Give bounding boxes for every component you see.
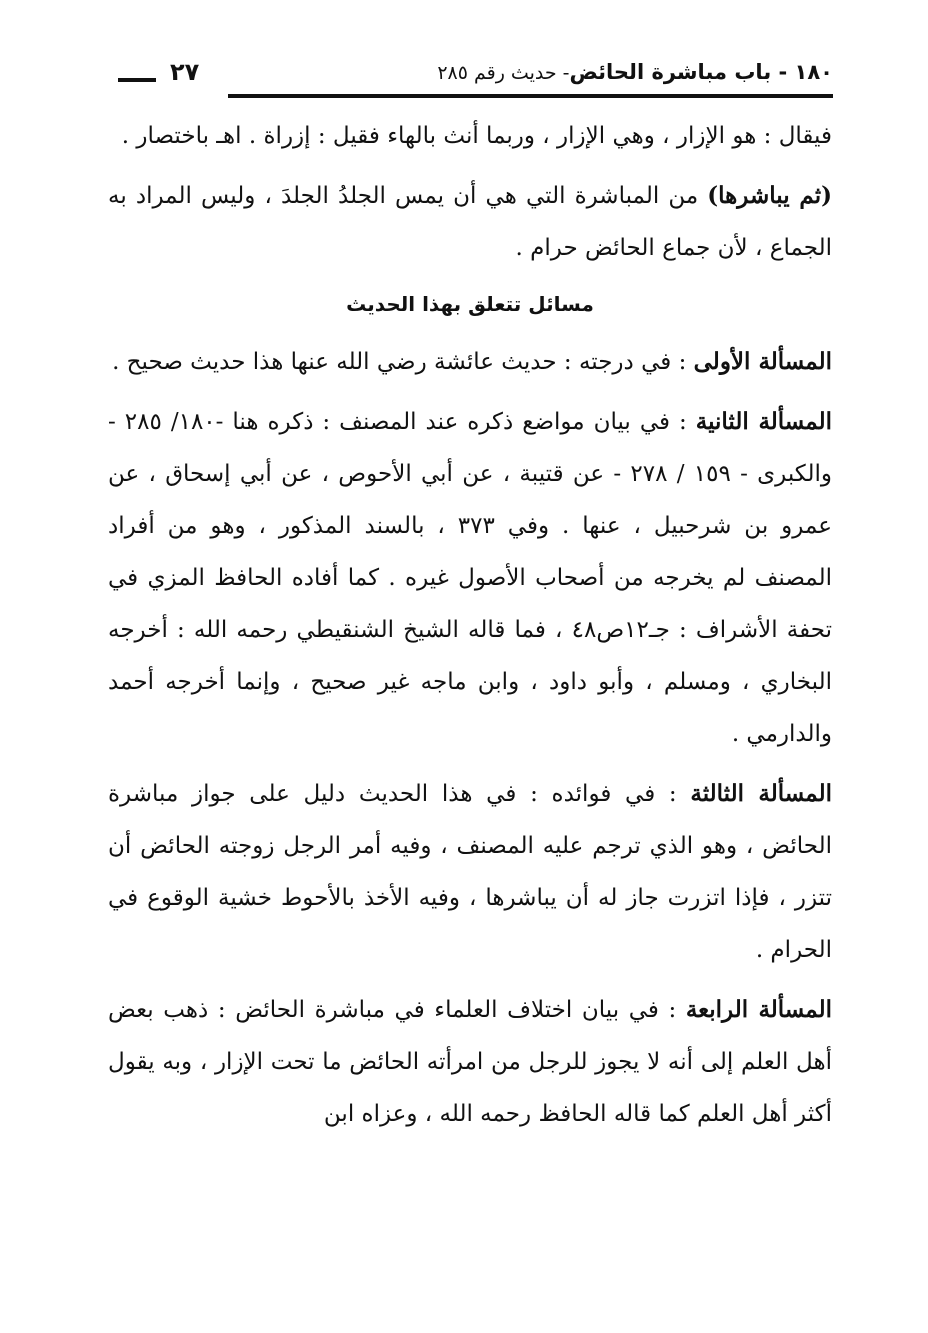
paragraph-izar: فيقال : هو الإزار ، وهي الإزار ، وربما أنث بالهاء فقيل : إزراة . اهـ باختصار . <box>121 123 832 149</box>
term-text: من المباشرة التي هي أن يمس الجلدُ الجلدَ ، وليس المراد به الجماع ، لأن جماع الحائض حرام . <box>108 183 832 261</box>
page-body <box>108 110 832 1148</box>
issue-2-title: المسألة الثانية <box>695 408 833 435</box>
running-title <box>437 60 833 84</box>
issue-3-title: المسألة الثالثة <box>690 780 832 807</box>
chapter-title: ١٨٠ - باب مباشرة الحائض <box>569 60 833 84</box>
issue-1-title: المسألة الأولى <box>693 348 832 375</box>
header-rule <box>228 94 833 98</box>
page-number: ٢٧ <box>170 58 200 86</box>
issue-3-text: : في فوائده : في هذا الحديث دليل على جواز مباشرة الحائض ، وهو الذي ترجم عليه المصنف ، وفيه أمر الرجل زوجته الحائض أن تتزر ، فإذا اتزرت جاز له أن يباشرها ، وفيه الأخذ بالأحوط خشية الوقوع في الحرام . <box>108 781 832 963</box>
hadith-number: - حديث رقم ٢٨٥ <box>437 62 570 84</box>
issue-2 <box>108 396 832 760</box>
issue-3 <box>108 768 832 976</box>
term-lead: (ثم يباشرها) <box>707 182 832 209</box>
header-dash <box>118 78 156 82</box>
paragraph-mubashara <box>108 170 832 274</box>
issue-4-title: المسألة الرابعة <box>685 996 832 1023</box>
issue-4-text: : في بيان اختلاف العلماء في مباشرة الحائض : ذهب بعض أهل العلم إلى أنه لا يجوز للرجل من امرأته الحائض ما تحت الإزار ، وبه يقول أكثر أهل العلم كما قاله الحافظ رحمه الله ، وعزاه ابن <box>108 997 832 1127</box>
issue-1 <box>108 336 832 388</box>
section-heading: مسائل تتعلق بهذا الحديث <box>346 292 594 316</box>
issue-1-text: : في درجته : حديث عائشة رضي الله عنها هذا حديث صحيح . <box>112 349 694 375</box>
issue-2-text: : في بيان مواضع ذكره عند المصنف : ذكره هنا -١٨٠/ ٢٨٥ - والكبرى - ١٥٩ / ٢٧٨ - عن قتيبة ، عن أبي الأحوص ، عن أبي إسحاق ، عن عمرو بن شرحبيل ، عنها . وفي ٣٧٣ ، بالسند المذكور ، وهو من أفراد المصنف لم يخرجه من أصحاب الأصول غيره . كما أفاده الحافظ المزي في تحفة الأشراف : جـ١٢ص٤٨ ، فما قاله الشيخ الشنقيطي رحمه الله : أخرجه البخاري ، ومسلم ، وأبو داود ، وابن ماجه غير صحيح ، وإنما أخرجه أحمد والدارمي . <box>108 409 833 747</box>
issue-4 <box>108 984 832 1140</box>
page-header <box>118 60 833 100</box>
